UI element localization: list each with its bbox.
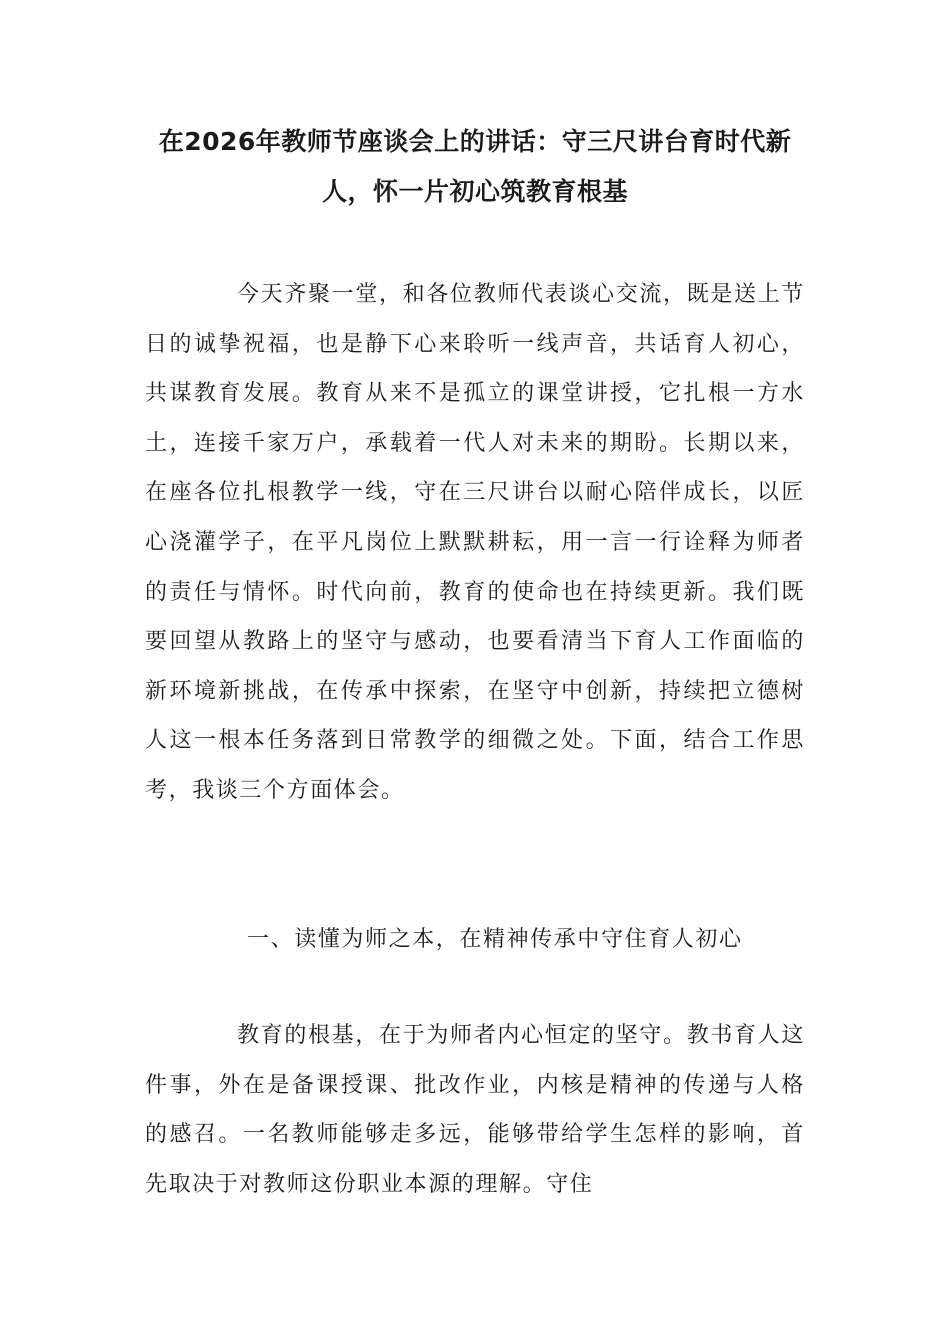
- intro-paragraph: 今天齐聚一堂，和各位教师代表谈心交流，既是送上节日的诚挚祝福，也是静下心来聆听一线声音，共话育人初心，共谋教育发展。教育从来不是孤立的课堂讲授，它扎根一方水土，连接千家万户，承载着一代人对未来的期盼。长期以来，在座各位扎根教学一线，守在三尺讲台以耐心陪伴成长，以匠心浇灌学子，在平凡岗位上默默耕耘，用一言一行诠释为师者的责任与情怀。时代向前，教育的使命也在持续更新。我们既要回望从教路上的坚守与感动，也要看清当下育人工作面临的新环境新挑战，在传承中探索，在坚守中创新，持续把立德树人这一根本任务落到日常教学的细微之处。下面，结合工作思考，我谈三个方面体会。: [145, 282, 805, 803]
- section-paragraph: 教育的根基，在于为师者内心恒定的坚守。教书育人这件事，外在是备课授课、批改作业，内核是精神的传递与人格的感召。一名教师能够走多远，能够带给学生怎样的影响，首先取决于对教师这份职业本源的理解。守住: [145, 1023, 805, 1197]
- section-heading: 一、读懂为师之本，在精神传承中守住育人初心: [247, 927, 743, 952]
- document-title: 在2026年教师节座谈会上的讲话：守三尺讲台育时代新人，怀一片初心筑教育根基: [158, 127, 792, 206]
